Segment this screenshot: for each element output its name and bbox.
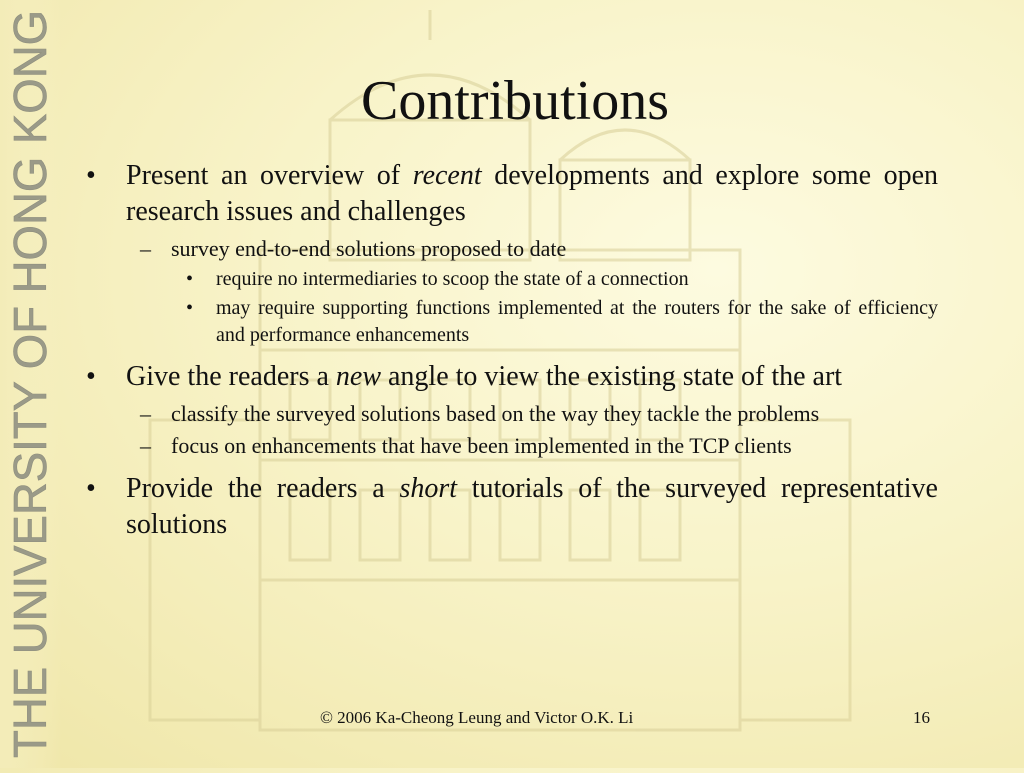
bullet-marker: • (186, 297, 194, 319)
bullet-marker: • (86, 473, 96, 504)
sub-bullet-2-2: – focus on enhancements that have been implemented in the TCP clients (126, 431, 938, 461)
university-name-text: THE UNIVERSITY OF HONG KONG (4, 2, 56, 758)
sub-sub-bullet-1-1-1: • require no intermediaries to scoop the state of a connection (181, 266, 938, 293)
bullet-3: • Provide the readers a short tutorials of the surveyed representative solutions (86, 473, 938, 540)
bullet-marker: • (186, 268, 194, 290)
sub-bullet-2-1: – classify the surveyed solutions based on the way they tackle the problems (126, 399, 938, 429)
bullet-2: • Give the readers a new angle to view the existing state of the art (86, 359, 938, 395)
emphasis-recent: recent (412, 160, 482, 191)
sub-bullet-1-1: – survey end-to-end solutions proposed to date (126, 234, 938, 264)
sidebar-university-name (0, 0, 62, 768)
emphasis-new: new (335, 361, 381, 392)
page-number: 16 (913, 708, 930, 727)
slide-content (86, 158, 938, 547)
dash-marker: – (140, 401, 151, 426)
bullet-1: • Present an overview of recent developments and explore some open research issues and challenges (86, 160, 939, 227)
footer-copyright: © 2006 Ka-Cheong Leung and Victor O.K. Li (320, 708, 634, 727)
slide-title: Contributions (360, 70, 670, 132)
dash-marker: – (140, 236, 151, 261)
sub-sub-bullet-1-1-2: • may require supporting functions implemented at the routers for the sake of efficiency and performance enhancements (186, 297, 938, 346)
dash-marker: – (140, 433, 151, 458)
bullet-marker: • (86, 160, 96, 191)
bullet-marker: • (86, 361, 96, 392)
emphasis-short: short (399, 473, 458, 504)
